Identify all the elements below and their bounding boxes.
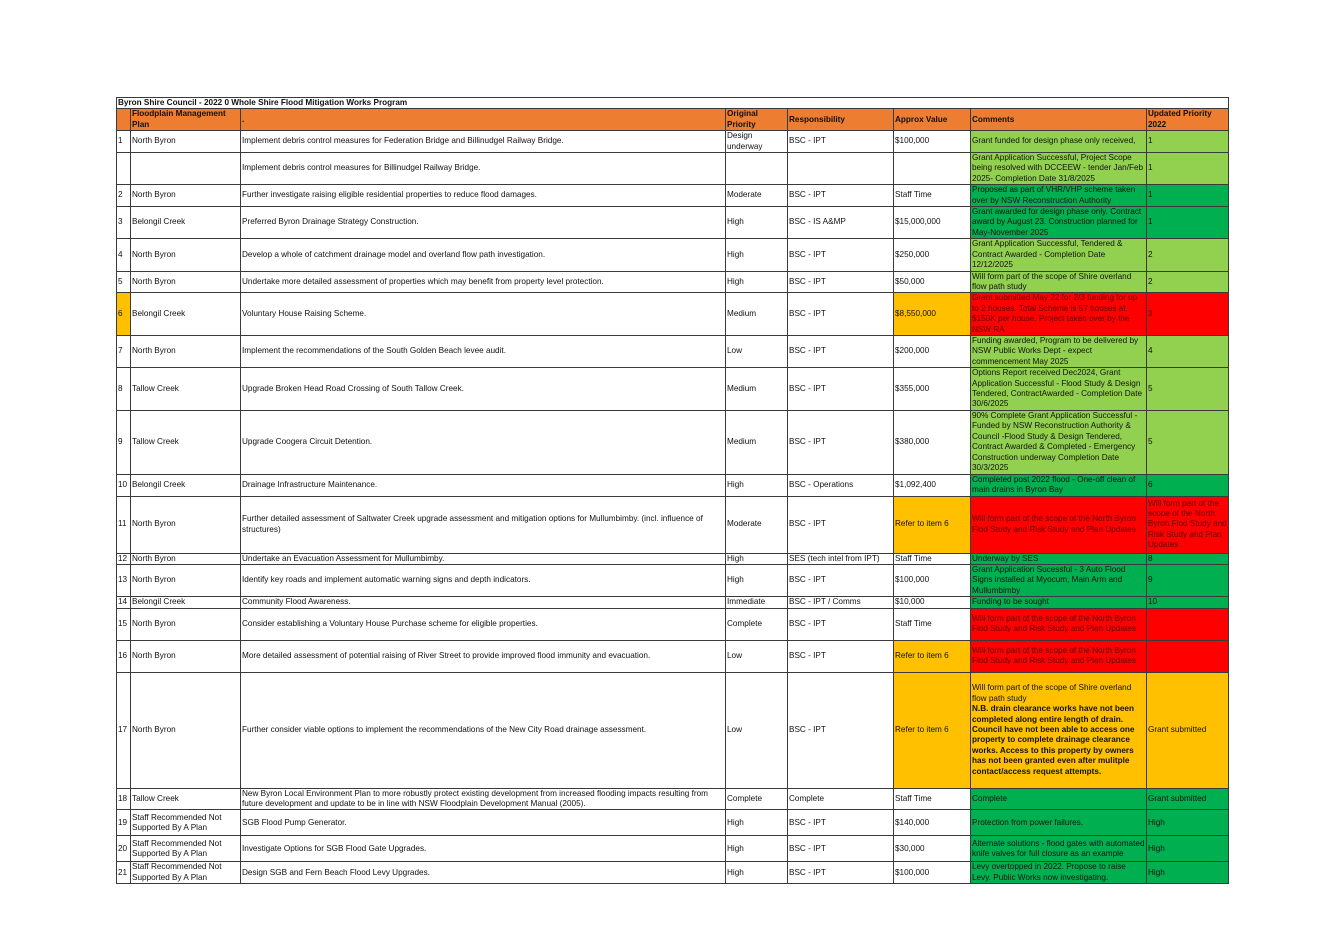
row-number-cell: 17 bbox=[117, 672, 131, 788]
original-priority-cell: Complete bbox=[726, 608, 788, 640]
action-cell: Develop a whole of catchment drainage model and overland flow path investigation. bbox=[241, 239, 726, 271]
comments-cell: Will form part of the scope of the North Byron Flod Study and Risk Study and Plan Updates bbox=[971, 496, 1147, 553]
plan-area-cell: North Byron bbox=[131, 672, 241, 788]
table-row bbox=[117, 810, 1229, 836]
table-row bbox=[117, 862, 1229, 884]
comments-cell: Will form part of the scope of the North Byron Flod Study and Risk Study and Plan Updates bbox=[971, 608, 1147, 640]
comments-cell bbox=[971, 672, 1147, 788]
table-title-row bbox=[117, 98, 1229, 109]
table-row bbox=[117, 640, 1229, 672]
plan-area-cell: North Byron bbox=[131, 239, 241, 271]
approx-value-cell: $30,000 bbox=[894, 836, 971, 862]
plan-area-cell: North Byron bbox=[131, 565, 241, 597]
updated-priority-cell: 1 bbox=[1147, 153, 1229, 185]
action-cell: Consider establishing a Voluntary House Purchase scheme for eligible properties. bbox=[241, 608, 726, 640]
action-cell: Identify key roads and implement automatic warning signs and depth indicators. bbox=[241, 565, 726, 597]
comments-cell: Alternate solutions - flood gates with automated knife valves for full closure as an example bbox=[971, 836, 1147, 862]
row-number-cell: 7 bbox=[117, 335, 131, 367]
approx-value-cell: $100,000 bbox=[894, 131, 971, 153]
responsibility-cell: BSC - IPT bbox=[788, 640, 894, 672]
comments-cell: Grant Application Sucessful - 3 Auto Flood Signs installed at Myocum, Main Arm and Mullumbimby bbox=[971, 565, 1147, 597]
responsibility-cell: SES (tech intel from IPT) bbox=[788, 553, 894, 564]
row-number-cell: 18 bbox=[117, 788, 131, 810]
comments-cell: Will form part of the scope of the North Byron Flod Study and Risk Study and Plan Updates bbox=[971, 640, 1147, 672]
original-priority-cell: High bbox=[726, 553, 788, 564]
original-priority-cell: Low bbox=[726, 640, 788, 672]
original-priority-cell: High bbox=[726, 810, 788, 836]
table-row bbox=[117, 553, 1229, 564]
responsibility-cell: BSC - IPT bbox=[788, 185, 894, 207]
plan-area-cell: Belongil Creek bbox=[131, 207, 241, 239]
original-priority-cell: Moderate bbox=[726, 185, 788, 207]
responsibility-cell: BSC - IPT bbox=[788, 410, 894, 474]
action-cell: Upgrade Broken Head Road Crossing of South Tallow Creek. bbox=[241, 368, 726, 411]
row-number-cell: 9 bbox=[117, 410, 131, 474]
updated-priority-cell: 4 bbox=[1147, 335, 1229, 367]
action-cell: Preferred Byron Drainage Strategy Construction. bbox=[241, 207, 726, 239]
row-number-cell: 15 bbox=[117, 608, 131, 640]
plan-area-cell: Staff Recommended Not Supported By A Plan bbox=[131, 862, 241, 884]
updated-priority-cell bbox=[1147, 608, 1229, 640]
original-priority-cell: High bbox=[726, 836, 788, 862]
original-priority-cell: Medium bbox=[726, 293, 788, 336]
updated-priority-cell: High bbox=[1147, 836, 1229, 862]
row-number-cell: 20 bbox=[117, 836, 131, 862]
approx-value-cell bbox=[894, 153, 971, 185]
row-number-cell: 21 bbox=[117, 862, 131, 884]
comments-cell: Grant Application Successful, Project Scope being resolved with DCCEEW - tender Jan/Feb 2025- Completion Date 31/8/2025 bbox=[971, 153, 1147, 185]
table-title: Byron Shire Council - 2022 0 Whole Shire Flood Mitigation Works Program bbox=[117, 98, 1229, 109]
table-row bbox=[117, 597, 1229, 608]
approx-value-cell: Staff Time bbox=[894, 788, 971, 810]
plan-area-cell bbox=[131, 153, 241, 185]
comments-cell: Grant funded for design phase only received, bbox=[971, 131, 1147, 153]
table-row bbox=[117, 131, 1229, 153]
table-row bbox=[117, 271, 1229, 293]
row-number-cell: 6 bbox=[117, 293, 131, 336]
updated-priority-cell: 5 bbox=[1147, 368, 1229, 411]
table-row bbox=[117, 496, 1229, 553]
updated-priority-cell bbox=[1147, 640, 1229, 672]
action-cell: Community Flood Awareness. bbox=[241, 597, 726, 608]
row-number-cell: 2 bbox=[117, 185, 131, 207]
approx-value-cell: $100,000 bbox=[894, 862, 971, 884]
approx-value-cell: Staff Time bbox=[894, 185, 971, 207]
header-cell-num bbox=[117, 109, 131, 131]
table-row bbox=[117, 207, 1229, 239]
plan-area-cell: Staff Recommended Not Supported By A Plan bbox=[131, 810, 241, 836]
table-row bbox=[117, 672, 1229, 788]
responsibility-cell: BSC - IPT bbox=[788, 131, 894, 153]
header-cell-updated-priority: Updated Priority 2022 bbox=[1147, 109, 1229, 131]
approx-value-cell: $380,000 bbox=[894, 410, 971, 474]
row-number-cell: 10 bbox=[117, 474, 131, 496]
updated-priority-cell: 1 bbox=[1147, 185, 1229, 207]
responsibility-cell: BSC - IPT bbox=[788, 836, 894, 862]
header-row bbox=[117, 109, 1229, 131]
table-row bbox=[117, 335, 1229, 367]
updated-priority-cell: 1 bbox=[1147, 131, 1229, 153]
responsibility-cell: BSC - IPT bbox=[788, 862, 894, 884]
action-cell: Further consider viable options to implement the recommendations of the New City Road drainage assessment. bbox=[241, 672, 726, 788]
plan-area-cell: Tallow Creek bbox=[131, 788, 241, 810]
plan-area-cell: Belongil Creek bbox=[131, 597, 241, 608]
approx-value-cell: $15,000,000 bbox=[894, 207, 971, 239]
updated-priority-cell: Grant submitted bbox=[1147, 788, 1229, 810]
header-cell-approx-value: Approx Value bbox=[894, 109, 971, 131]
updated-priority-cell: High bbox=[1147, 810, 1229, 836]
header-cell-comments: Comments bbox=[971, 109, 1147, 131]
table-row bbox=[117, 153, 1229, 185]
updated-priority-cell: High bbox=[1147, 862, 1229, 884]
responsibility-cell: BSC - IS A&MP bbox=[788, 207, 894, 239]
row-number-cell: 8 bbox=[117, 368, 131, 411]
row-number-cell: 16 bbox=[117, 640, 131, 672]
approx-value-cell: $140,000 bbox=[894, 810, 971, 836]
updated-priority-cell: 3 bbox=[1147, 293, 1229, 336]
plan-area-cell: Tallow Creek bbox=[131, 410, 241, 474]
responsibility-cell: BSC - IPT bbox=[788, 239, 894, 271]
header-cell-action: . bbox=[241, 109, 726, 131]
comments-cell: Completed post 2022 flood - One-off clean of main drains in Byron Bay bbox=[971, 474, 1147, 496]
header-cell-plan: Floodplain Management Plan bbox=[131, 109, 241, 131]
plan-area-cell: Staff Recommended Not Supported By A Plan bbox=[131, 836, 241, 862]
approx-value-cell: $50,000 bbox=[894, 271, 971, 293]
plan-area-cell: North Byron bbox=[131, 185, 241, 207]
header-cell-responsibility: Responsibility bbox=[788, 109, 894, 131]
approx-value-cell: Staff Time bbox=[894, 553, 971, 564]
action-cell: Investigate Options for SGB Flood Gate Upgrades. bbox=[241, 836, 726, 862]
table-row bbox=[117, 239, 1229, 271]
responsibility-cell: BSC - IPT bbox=[788, 565, 894, 597]
action-cell: Voluntary House Raising Scheme. bbox=[241, 293, 726, 336]
action-cell: Design SGB and Fern Beach Flood Levy Upgrades. bbox=[241, 862, 726, 884]
row-number-cell: 5 bbox=[117, 271, 131, 293]
row-number-cell: 4 bbox=[117, 239, 131, 271]
row-number-cell: 14 bbox=[117, 597, 131, 608]
responsibility-cell: BSC - IPT bbox=[788, 496, 894, 553]
updated-priority-cell: 2 bbox=[1147, 239, 1229, 271]
approx-value-cell: Refer to item 6 bbox=[894, 640, 971, 672]
approx-value-cell: Staff Time bbox=[894, 608, 971, 640]
approx-value-cell: $100,000 bbox=[894, 565, 971, 597]
comments-cell: Will form part of the scope of Shire overland flow path study bbox=[971, 271, 1147, 293]
comments-cell: Proposed as part of VHR/VHP scheme taken over by NSW Reconstruction Authority bbox=[971, 185, 1147, 207]
responsibility-cell: BSC - Operations bbox=[788, 474, 894, 496]
flood-works-table bbox=[116, 97, 1229, 884]
original-priority-cell: Moderate bbox=[726, 496, 788, 553]
table-row bbox=[117, 565, 1229, 597]
comments-cell: Grant submitted May 22 for 2/3 funding for up to 2 houses. Total Scheme is 57 houses at $150K per house. Project taken over by the NSW RA bbox=[971, 293, 1147, 336]
action-cell: Drainage Infrastructure Maintenance. bbox=[241, 474, 726, 496]
table-row bbox=[117, 474, 1229, 496]
comments-cell: Options Report received Dec2024, Grant Application Successful - Flood Study & Design Tendered, ContractAwarded - Completion Date 30/6/2025 bbox=[971, 368, 1147, 411]
original-priority-cell: Complete bbox=[726, 788, 788, 810]
row-number-cell: 13 bbox=[117, 565, 131, 597]
action-cell: Further detailed assessment of Saltwater Creek upgrade assessment and mitigation options for Mullumbimby. (incl. influence of structures) bbox=[241, 496, 726, 553]
updated-priority-cell: Grant submitted bbox=[1147, 672, 1229, 788]
original-priority-cell bbox=[726, 153, 788, 185]
row-number-cell: 12 bbox=[117, 553, 131, 564]
updated-priority-cell: 10 bbox=[1147, 597, 1229, 608]
action-cell: Upgrade Coogera Circuit Detention. bbox=[241, 410, 726, 474]
comments-cell: Protection from power failures. bbox=[971, 810, 1147, 836]
row-number-cell: 19 bbox=[117, 810, 131, 836]
original-priority-cell: Low bbox=[726, 672, 788, 788]
original-priority-cell: High bbox=[726, 862, 788, 884]
approx-value-cell: $200,000 bbox=[894, 335, 971, 367]
responsibility-cell: BSC - IPT bbox=[788, 368, 894, 411]
responsibility-cell: BSC - IPT bbox=[788, 608, 894, 640]
table-row bbox=[117, 836, 1229, 862]
table-row bbox=[117, 293, 1229, 336]
action-cell: More detailed assessment of potential raising of River Street to provide improved flood immunity and evacuation. bbox=[241, 640, 726, 672]
approx-value-cell: $250,000 bbox=[894, 239, 971, 271]
plan-area-cell: North Byron bbox=[131, 608, 241, 640]
table-row bbox=[117, 608, 1229, 640]
plan-area-cell: Tallow Creek bbox=[131, 368, 241, 411]
plan-area-cell: North Byron bbox=[131, 131, 241, 153]
action-cell: SGB Flood Pump Generator. bbox=[241, 810, 726, 836]
approx-value-cell: $1,092,400 bbox=[894, 474, 971, 496]
original-priority-cell: High bbox=[726, 271, 788, 293]
responsibility-cell: BSC - IPT bbox=[788, 271, 894, 293]
approx-value-cell: Refer to item 6 bbox=[894, 496, 971, 553]
plan-area-cell: North Byron bbox=[131, 271, 241, 293]
comments-cell: Levy overtopped in 2022. Propose to raise Levy. Public Works now investigating. bbox=[971, 862, 1147, 884]
plan-area-cell: Belongil Creek bbox=[131, 474, 241, 496]
action-cell: Undertake more detailed assessment of properties which may benefit from property level protection. bbox=[241, 271, 726, 293]
responsibility-cell: BSC - IPT bbox=[788, 293, 894, 336]
action-cell: Further investigate raising eligible residential properties to reduce flood damages. bbox=[241, 185, 726, 207]
comments-cell: Grant Application Successful, Tendered & Contract Awarded - Completion Date 12/12/2025 bbox=[971, 239, 1147, 271]
action-cell: New Byron Local Environment Plan to more robustly protect existing development from increased flooding impacts resulting from future development and update to be in line with NSW Floodplain Development Manual (2005). bbox=[241, 788, 726, 810]
original-priority-cell: High bbox=[726, 474, 788, 496]
updated-priority-cell: 1 bbox=[1147, 207, 1229, 239]
comments-cell: Funding to be sought bbox=[971, 597, 1147, 608]
comments-text: Will form part of the scope of Shire overland flow path study bbox=[972, 683, 1132, 703]
table-row bbox=[117, 368, 1229, 411]
original-priority-cell: High bbox=[726, 207, 788, 239]
original-priority-cell: Immediate bbox=[726, 597, 788, 608]
comments-cell: Funding awarded, Program to be delivered by NSW Public Works Dept - expect commencement May 2025 bbox=[971, 335, 1147, 367]
updated-priority-cell: Will form part of the scope of the North Byron Flod Study and Risk Study and Plan Updates bbox=[1147, 496, 1229, 553]
original-priority-cell: High bbox=[726, 565, 788, 597]
header-cell-original-priority: Original Priority bbox=[726, 109, 788, 131]
table-row bbox=[117, 788, 1229, 810]
plan-area-cell: North Byron bbox=[131, 553, 241, 564]
action-cell: Implement the recommendations of the South Golden Beach levee audit. bbox=[241, 335, 726, 367]
updated-priority-cell: 6 bbox=[1147, 474, 1229, 496]
row-number-cell: 3 bbox=[117, 207, 131, 239]
table-row bbox=[117, 185, 1229, 207]
updated-priority-cell: 5 bbox=[1147, 410, 1229, 474]
comments-cell: 90% Complete Grant Application Successful - Funded by NSW Reconstruction Authority & Council -Flood Study & Design Tendered, Contract Awarded & Completed - Emergency Construction underway Completion Date 30/3/2025 bbox=[971, 410, 1147, 474]
original-priority-cell: Medium bbox=[726, 368, 788, 411]
action-cell: Undertake an Evacuation Assessment for Mullumbimby. bbox=[241, 553, 726, 564]
plan-area-cell: North Byron bbox=[131, 640, 241, 672]
responsibility-cell: BSC - IPT bbox=[788, 810, 894, 836]
plan-area-cell: North Byron bbox=[131, 496, 241, 553]
updated-priority-cell: 8 bbox=[1147, 553, 1229, 564]
approx-value-cell: $8,550,000 bbox=[894, 293, 971, 336]
plan-area-cell: North Byron bbox=[131, 335, 241, 367]
responsibility-cell bbox=[788, 153, 894, 185]
table-row bbox=[117, 410, 1229, 474]
row-number-cell bbox=[117, 153, 131, 185]
responsibility-cell: Complete bbox=[788, 788, 894, 810]
row-number-cell: 11 bbox=[117, 496, 131, 553]
comments-cell: Underway by SES bbox=[971, 553, 1147, 564]
original-priority-cell: Design underway bbox=[726, 131, 788, 153]
approx-value-cell: $10,000 bbox=[894, 597, 971, 608]
responsibility-cell: BSC - IPT / Comms bbox=[788, 597, 894, 608]
original-priority-cell: Low bbox=[726, 335, 788, 367]
original-priority-cell: High bbox=[726, 239, 788, 271]
comments-note-bold: N.B. drain clearance works have not been completed along entire length of drain. Council have not been able to access one property to complete drainage clearance works. Access to this property by owners has not been granted even after mulitple contact/access request attempts. bbox=[972, 704, 1135, 776]
responsibility-cell: BSC - IPT bbox=[788, 672, 894, 788]
plan-area-cell: Belongil Creek bbox=[131, 293, 241, 336]
updated-priority-cell: 2 bbox=[1147, 271, 1229, 293]
row-number-cell: 1 bbox=[117, 131, 131, 153]
action-cell: Implement debris control measures for Federation Bridge and Billinudgel Railway Bridge. bbox=[241, 131, 726, 153]
approx-value-cell: $355,000 bbox=[894, 368, 971, 411]
comments-cell: Complete bbox=[971, 788, 1147, 810]
comments-cell: Grant awarded for design phase only. Contract award by August 23. Construction planned for May-November 2025 bbox=[971, 207, 1147, 239]
action-cell: Implement debris control measures for Billinudgel Railway Bridge. bbox=[241, 153, 726, 185]
responsibility-cell: BSC - IPT bbox=[788, 335, 894, 367]
approx-value-cell: Refer to item 6 bbox=[894, 672, 971, 788]
updated-priority-cell: 9 bbox=[1147, 565, 1229, 597]
original-priority-cell: Medium bbox=[726, 410, 788, 474]
